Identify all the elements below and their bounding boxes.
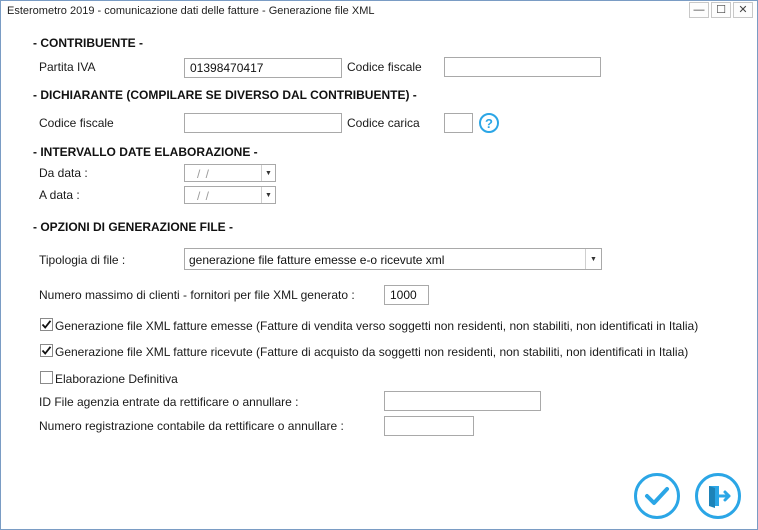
emesse-label: Generazione file XML fatture emesse (Fatture di vendita verso soggetti non residenti, non stabiliti, non identificati in Italia) <box>55 319 699 333</box>
dichiarante-codice-fiscale-label: Codice fiscale <box>39 116 114 130</box>
exit-door-icon <box>704 482 732 510</box>
num-reg-input[interactable] <box>384 416 474 436</box>
da-data-value: / / <box>197 167 211 181</box>
window-title: Esterometro 2019 - comunicazione dati delle fatture - Generazione file XML <box>7 5 375 17</box>
max-clienti-input[interactable]: 1000 <box>384 285 429 305</box>
chevron-down-icon[interactable]: ▼ <box>261 187 275 203</box>
contribuente-codice-fiscale-input[interactable] <box>444 57 601 77</box>
id-file-label: ID File agenzia entrate da rettificare o annullare : <box>39 395 299 409</box>
codice-carica-input[interactable] <box>444 113 473 133</box>
intervallo-heading: - INTERVALLO DATE ELABORAZIONE - <box>33 145 258 159</box>
minimize-button[interactable]: — <box>689 2 709 18</box>
max-clienti-label: Numero massimo di clienti - fornitori per file XML generato : <box>39 288 355 302</box>
ricevute-checkbox[interactable] <box>40 344 53 357</box>
da-data-picker[interactable] <box>184 164 276 182</box>
a-data-picker[interactable] <box>184 186 276 204</box>
definitiva-checkbox[interactable] <box>40 371 53 384</box>
checkmark-icon <box>643 482 671 510</box>
chevron-down-icon[interactable]: ▼ <box>585 249 601 269</box>
dichiarante-heading: - DICHIARANTE (COMPILARE SE DIVERSO DAL CONTRIBUENTE) - <box>33 88 417 102</box>
exit-button[interactable] <box>695 473 741 519</box>
codice-carica-label: Codice carica <box>347 116 420 130</box>
check-icon <box>41 345 52 356</box>
confirm-button[interactable] <box>634 473 680 519</box>
title-bar <box>1 1 757 23</box>
contribuente-codice-fiscale-label: Codice fiscale <box>347 60 422 74</box>
chevron-down-icon[interactable]: ▼ <box>261 165 275 181</box>
window-controls <box>687 2 753 18</box>
da-data-label: Da data : <box>39 166 88 180</box>
a-data-label: A data : <box>39 188 80 202</box>
ricevute-label: Generazione file XML fatture ricevute (Fatture di acquisto da soggetti non residenti, non stabiliti, non identificati in Italia) <box>55 345 689 359</box>
definitiva-label: Elaborazione Definitiva <box>55 372 178 386</box>
id-file-input[interactable] <box>384 391 541 411</box>
emesse-checkbox[interactable] <box>40 318 53 331</box>
check-icon <box>41 319 52 330</box>
help-icon[interactable]: ? <box>479 113 499 133</box>
close-button[interactable]: ✕ <box>733 2 753 18</box>
maximize-button[interactable]: ☐ <box>711 2 731 18</box>
opzioni-heading: - OPZIONI DI GENERAZIONE FILE - <box>33 220 234 234</box>
a-data-value: / / <box>197 189 211 203</box>
dichiarante-codice-fiscale-input[interactable] <box>184 113 342 133</box>
partita-iva-input[interactable]: 01398470417 <box>184 58 342 78</box>
tipologia-select[interactable] <box>184 248 602 270</box>
tipologia-value: generazione file fatture emesse e-o ricevute xml <box>189 253 445 267</box>
tipologia-label: Tipologia di file : <box>39 253 126 267</box>
contribuente-heading: - CONTRIBUENTE - <box>33 36 143 50</box>
num-reg-label: Numero registrazione contabile da rettificare o annullare : <box>39 419 344 433</box>
partita-iva-label: Partita IVA <box>39 60 96 74</box>
